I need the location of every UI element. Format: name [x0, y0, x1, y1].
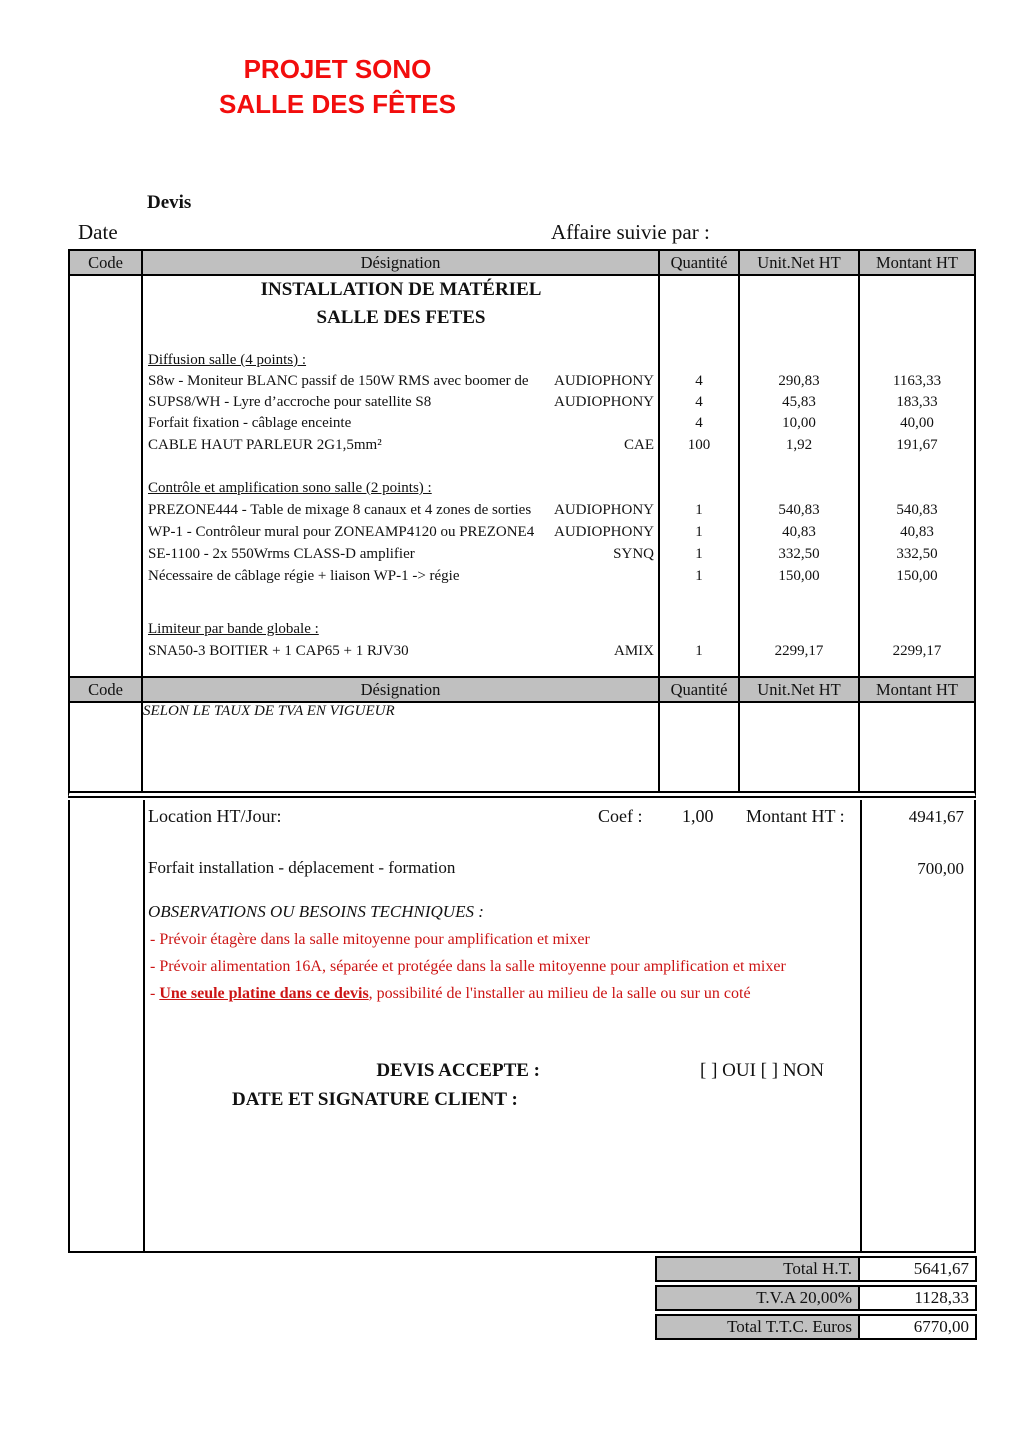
observation-line-3: - Une seule platine dans ce devis, possibilité de l'installer au milieu de la salle ou sur un coté	[150, 985, 751, 1002]
total-ht-value: 5641,67	[913, 1259, 969, 1278]
summary-box	[68, 800, 976, 1253]
item-amount: 40,83	[900, 523, 934, 540]
header-designation: Désignation	[143, 251, 660, 274]
header-quantity: Quantité	[660, 678, 740, 701]
item-brand: AUDIOPHONY	[554, 373, 654, 389]
item-brand: AUDIOPHONY	[554, 523, 654, 540]
item-designation: SUPS8/WH - Lyre d’accroche pour satellite S8	[148, 394, 432, 410]
header-code: Code	[70, 251, 143, 274]
table-header-bottom	[70, 678, 974, 703]
spacer-row	[70, 456, 974, 478]
group-title-row	[70, 304, 974, 332]
items-table	[68, 249, 976, 798]
spacer-row	[70, 587, 974, 619]
item-unit-price: 290,83	[740, 371, 860, 392]
code-column-divider	[143, 800, 145, 1251]
total-ttc-value: 6770,00	[913, 1317, 969, 1336]
observation-line-3-emphasis: Une seule platine dans ce devis	[159, 985, 369, 1002]
item-unit-price: 540,83	[740, 499, 860, 521]
header-unit-net: Unit.Net HT	[740, 678, 860, 701]
header-amount: Montant HT	[875, 679, 959, 699]
amount-column-divider	[860, 800, 862, 1251]
header-designation: Désignation	[143, 678, 660, 701]
followed-by-label: Affaire suivie par :	[551, 220, 710, 244]
header-unit-net: Unit.Net HT	[740, 251, 860, 274]
totals-table	[655, 1256, 977, 1343]
item-qty: 1	[660, 499, 740, 521]
total-ttc-row	[655, 1314, 977, 1340]
item-amount: 332,50	[896, 545, 938, 562]
item-qty: 4	[660, 392, 740, 413]
total-ht-label: Total H.T.	[657, 1258, 860, 1280]
tva-note: SELON LE TAUX DE TVA EN VIGUEUR	[143, 703, 660, 791]
tva-label: T.V.A 20,00%	[657, 1287, 860, 1309]
item-qty: 1	[660, 543, 740, 565]
oui-non-checkboxes: [ ] OUI [ ] NON	[700, 1060, 824, 1081]
coef-value: 1,00	[682, 806, 714, 826]
item-amount: 2299,17	[892, 642, 942, 659]
table-row	[70, 434, 974, 456]
item-designation: WP-1 - Contrôleur mural pour ZONEAMP4120 ou PREZONE4	[148, 523, 535, 540]
observations-heading: OBSERVATIONS OU BESOINS TECHNIQUES :	[148, 902, 484, 921]
header-amount: Montant HT	[875, 252, 959, 272]
total-ht-row	[655, 1256, 977, 1282]
observation-line-2: - Prévoir alimentation 16A, séparée et protégée dans la salle mitoyenne pour amplification et mixer	[150, 958, 790, 976]
item-brand: AUDIOPHONY	[554, 501, 654, 518]
spacer-row	[70, 662, 974, 676]
section-heading-row	[70, 619, 974, 640]
table-row	[70, 640, 974, 662]
devis-accepte-label: DEVIS ACCEPTE :	[376, 1060, 540, 1081]
tva-row	[655, 1285, 977, 1311]
item-amount: 183,33	[896, 394, 938, 410]
item-qty: 100	[660, 434, 740, 456]
section-heading-row	[70, 478, 974, 499]
item-amount: 150,00	[896, 567, 938, 584]
coef-label: Coef :	[598, 806, 643, 826]
item-designation: SE-1100 - 2x 550Wrms CLASS-D amplifier	[148, 545, 415, 562]
forfait-value: 700,00	[917, 859, 964, 878]
item-brand: AMIX	[614, 642, 654, 659]
tva-value: 1128,33	[914, 1288, 969, 1307]
item-unit-price: 40,83	[740, 521, 860, 543]
header-code: Code	[70, 678, 143, 701]
item-unit-price: 10,00	[740, 413, 860, 434]
item-designation: Nécessaire de câblage régie + liaison WP-1 -> régie	[148, 567, 460, 584]
total-ttc-label: Total T.T.C. Euros	[657, 1316, 860, 1338]
doc-type-label: Devis	[147, 192, 192, 213]
table-row	[70, 392, 974, 413]
item-designation: CABLE HAUT PARLEUR 2G1,5mm²	[148, 436, 382, 453]
project-title-line1: PROJET SONO	[243, 54, 432, 84]
item-qty: 1	[660, 640, 740, 662]
table-row	[70, 371, 974, 392]
tva-note-row	[70, 703, 974, 791]
item-designation: S8w - Moniteur BLANC passif de 150W RMS avec boomer de	[148, 373, 529, 389]
group-title-row	[70, 276, 974, 304]
item-amount: 40,00	[900, 415, 934, 431]
item-unit-price: 1,92	[740, 434, 860, 456]
spacer-row	[70, 332, 974, 350]
item-amount: 191,67	[896, 436, 938, 453]
section-heading: Contrôle et amplification sono salle (2 points) :	[148, 480, 432, 496]
item-brand: CAE	[624, 436, 654, 453]
project-title-line2: SALLE DES FÊTES	[219, 89, 456, 119]
section-heading: Diffusion salle (4 points) :	[148, 352, 307, 368]
item-unit-price: 332,50	[740, 543, 860, 565]
item-qty: 1	[660, 565, 740, 587]
forfait-label: Forfait installation - déplacement - formation	[148, 858, 456, 877]
item-amount: 540,83	[896, 501, 938, 518]
table-row	[70, 413, 974, 434]
table-row	[70, 521, 974, 543]
location-label: Location HT/Jour:	[148, 806, 282, 826]
table-body	[70, 276, 974, 678]
item-designation: PREZONE444 - Table de mixage 8 canaux et 4 zones de sorties	[148, 501, 532, 518]
item-amount: 1163,33	[892, 373, 942, 389]
item-brand: AUDIOPHONY	[554, 394, 654, 410]
item-qty: 4	[660, 371, 740, 392]
montant-ht-label: Montant HT :	[746, 806, 845, 826]
date-label: Date	[78, 220, 118, 244]
item-qty: 1	[660, 521, 740, 543]
section-heading: Limiteur par bande globale :	[148, 621, 319, 637]
item-qty: 4	[660, 413, 740, 434]
item-unit-price: 150,00	[740, 565, 860, 587]
project-title	[200, 52, 475, 122]
section-heading-row	[70, 350, 974, 371]
group-title-line1: INSTALLATION DE MATÉRIEL	[143, 276, 660, 304]
table-row	[70, 543, 974, 565]
table-row	[70, 565, 974, 587]
item-designation: Forfait fixation - câblage enceinte	[148, 415, 352, 431]
header-quantity: Quantité	[660, 251, 740, 274]
montant-ht-value: 4941,67	[908, 807, 964, 826]
item-unit-price: 45,83	[740, 392, 860, 413]
item-unit-price: 2299,17	[740, 640, 860, 662]
date-signature-label: DATE ET SIGNATURE CLIENT :	[232, 1089, 518, 1110]
item-designation: SNA50-3 BOITIER + 1 CAP65 + 1 RJV30	[148, 642, 409, 659]
table-header-top	[70, 251, 974, 276]
table-row	[70, 499, 974, 521]
item-brand: SYNQ	[613, 545, 654, 562]
group-title-line2: SALLE DES FETES	[143, 304, 660, 332]
observation-line-1: - Prévoir étagère dans la salle mitoyenne pour amplification et mixer	[150, 931, 590, 948]
